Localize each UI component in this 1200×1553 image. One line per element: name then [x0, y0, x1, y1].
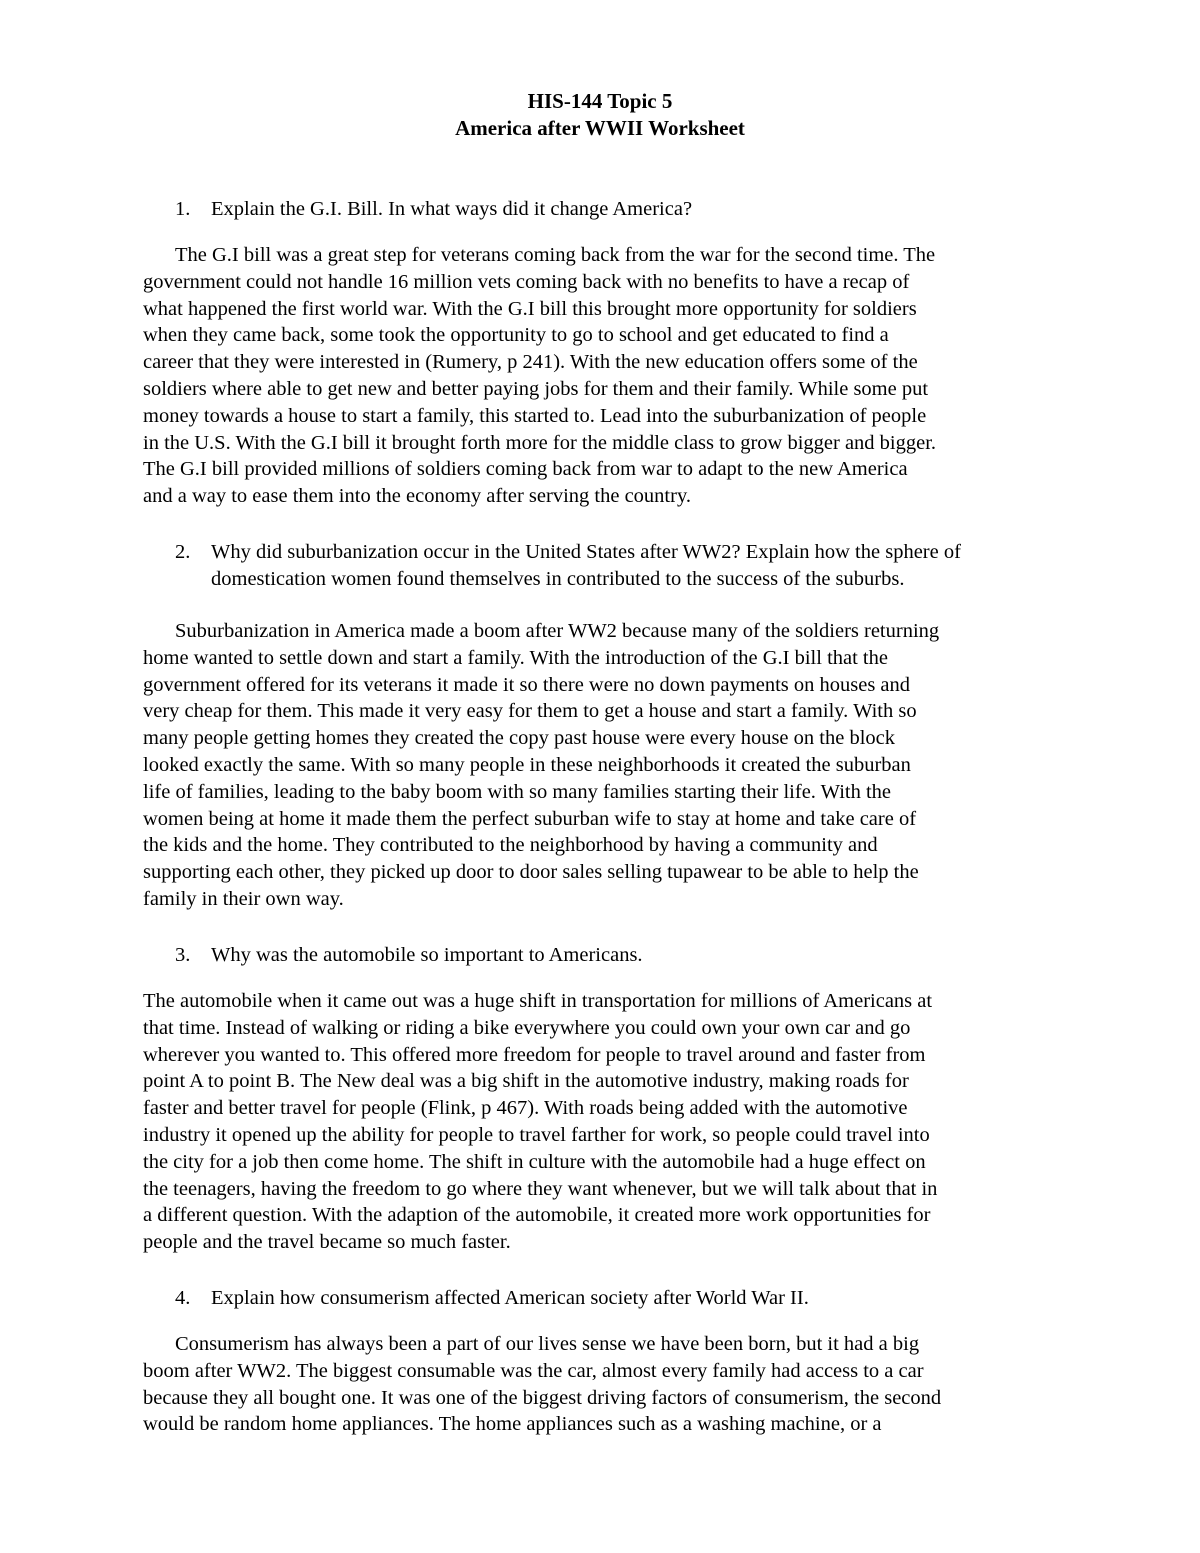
question-number: 4.: [175, 1287, 191, 1309]
question-number: 2.: [175, 541, 191, 563]
question-4: [143, 1285, 1063, 1312]
question-text: Why did suburbanization occur in the United States after WW2? Explain how the sphere of domestication women found themselves in contributed to the success of the suburbs.: [211, 541, 961, 590]
question-text: Why was the automobile so important to Americans.: [211, 944, 643, 966]
question-text: Explain how consumerism affected American society after World War II.: [211, 1287, 809, 1309]
answer-3: The automobile when it came out was a huge shift in transportation for millions of Americans at that time. Instead of walking or riding a bike everywhere you could own your own car and go wherever you wanted to. This offered more freedom for people to travel around and faster from point A to point B. The New deal was a big shift in the automotive industry, making roads for faster and better travel for people (Flink, p 467). With roads being added with the automotive industry it opened up the ability for people to travel farther for work, so people could travel into the city for a job then come home. The shift in culture with the automobile had a huge effect on the teenagers, having the freedom to go where they want whenever, but we will talk about that in a different question. With the adaption of the automobile, it created more work opportunities for people and the travel became so much faster.: [143, 990, 938, 1254]
answer-2: Suburbanization in America made a boom after WW2 because many of the soldiers returning home wanted to settle down and start a family. With the introduction of the G.I bill that the government offered for its veterans it made it so there were no down payments on houses and very cheap for them. This made it very easy for them to get a house and start a family. With so many people getting homes they created the copy past house were every house on the block looked exactly the same. With so many people in these neighborhoods it created the suburban life of families, leading to the baby boom with so many families starting their life. With the women being at home it made them the perfect suburban wife to stay at home and take care of the kids and the home. They contributed to the neighborhood by having a community and supporting each other, they picked up door to door sales selling tupawear to be able to help the family in their own way.: [143, 620, 940, 910]
answer-4: Consumerism has always been a part of our lives sense we have been born, but it had a big boom after WW2. The biggest consumable was the car, almost every family had access to a car because they all bought one. It was one of the biggest driving factors of consumerism, the second would be random home appliances. The home appliances such as a washing machine, or a: [143, 1333, 942, 1436]
question-2: [143, 539, 1063, 593]
worksheet-title: America after WWII Worksheet: [455, 116, 745, 140]
question-text: Explain the G.I. Bill. In what ways did it change America?: [211, 198, 693, 220]
course-topic-heading: HIS-144 Topic 5: [527, 89, 673, 113]
question-number: 3.: [175, 944, 191, 966]
question-number: 1.: [175, 198, 191, 220]
question-3: [143, 942, 1063, 969]
question-1: [143, 196, 1063, 223]
answer-1: The G.I bill was a great step for veterans coming back from the war for the second time. The government could not handle 16 million vets coming back with no benefits to have a recap of what happened the first world war. With the G.I bill this brought more opportunity for soldiers when they came back, some took the opportunity to go to school and get educated to find a career that they were interested in (Rumery, p 241). With the new education offers some of the soldiers where able to get new and better paying jobs for them and their family. While some put money towards a house to start a family, this started to. Lead into the suburbanization of people in the U.S. With the G.I bill it brought forth more for the middle class to grow bigger and bigger. The G.I bill provided millions of soldiers coming back from war to adapt to the new America and a way to ease them into the economy after serving the country.: [143, 244, 937, 508]
